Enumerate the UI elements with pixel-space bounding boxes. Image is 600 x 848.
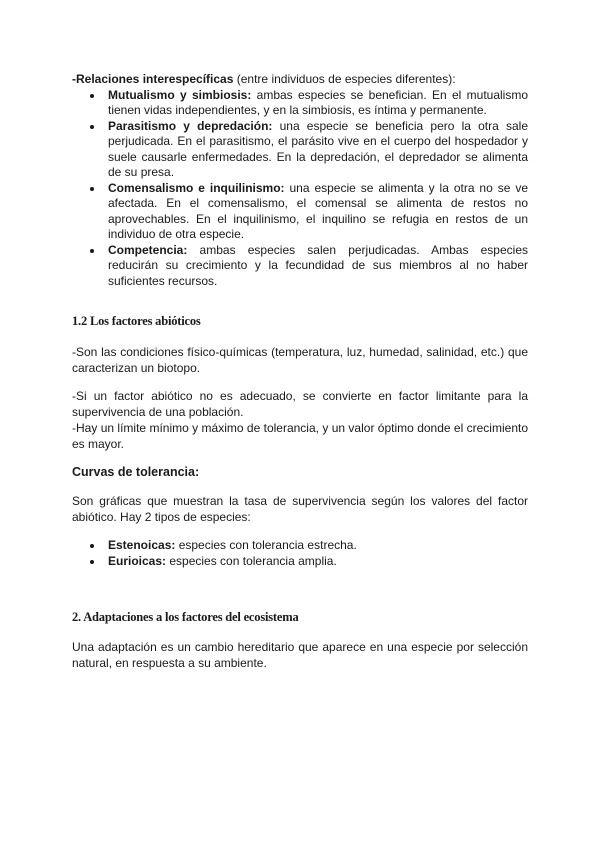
interspecific-heading: -Relaciones interespecíficas (entre individuos de especies diferentes): [72,72,456,86]
section-heading-abiotic: 1.2 Los factores abióticos [72,314,201,328]
tolerance-intro: Son gráficas que muestran la tasa de supervivencia según los valores del factor abiótico. Hay 2 tipos de especies: [72,494,528,524]
list-item: Parasitismo y depredación: una especie se beneficia pero la otra sale perjudicada. En el parasitismo, el parásito vive en el cuerpo del hospedador y suele causarle enfermedades. En la depredación, el depredador se alimenta de su presa. [72,119,528,181]
tolerance-list [72,538,528,569]
list-item: Estenoicas: especies con tolerancia estrecha. [72,538,528,554]
tolerance-heading: Curvas de tolerancia: [72,465,200,479]
list-item: Mutualismo y simbiosis: ambas especies se benefician. En el mutualismo tienen vidas independientes, y en la simbiosis, es íntima y permanente. [72,88,528,119]
section-heading-adaptations: 2. Adaptaciones a los factores del ecosistema [72,610,299,624]
list-item: Competencia: ambas especies salen perjudicadas. Ambas especies reducirán su crecimiento y la fecundidad de sus miembros al no haber suficientes recursos. [72,243,528,290]
interspecific-list [72,88,528,290]
list-item: Comensalismo e inquilinismo: una especie se alimenta y la otra no se ve afectada. En el comensalismo, el comensal se alimenta de restos no aprovechables. En el inquilinismo, el inquilino se refugia en restos de un individuo de otra especie. [72,181,528,243]
bullet-icon [90,544,94,548]
bullet-icon [90,94,94,98]
bullet-icon [90,249,94,253]
bullet-icon [90,187,94,191]
interspecific-section [72,72,528,289]
list-item: Eurioicas: especies con tolerancia amplia. [72,554,528,570]
abiotic-paragraph-2: -Si un factor abiótico no es adecuado, se convierte en factor limitante para la supervivencia de una población. [72,389,528,419]
abiotic-paragraph-3: -Hay un límite mínimo y máximo de tolerancia, y un valor óptimo donde el crecimiento es mayor. [72,421,528,451]
bullet-icon [90,560,94,564]
bullet-icon [90,125,94,129]
adaptations-paragraph: Una adaptación es un cambio hereditario que aparece en una especie por selección natural, en respuesta a su ambiente. [72,640,528,670]
abiotic-paragraph-1: -Son las condiciones físico-químicas (temperatura, luz, humedad, salinidad, etc.) que caracterizan un biotopo. [72,345,528,375]
